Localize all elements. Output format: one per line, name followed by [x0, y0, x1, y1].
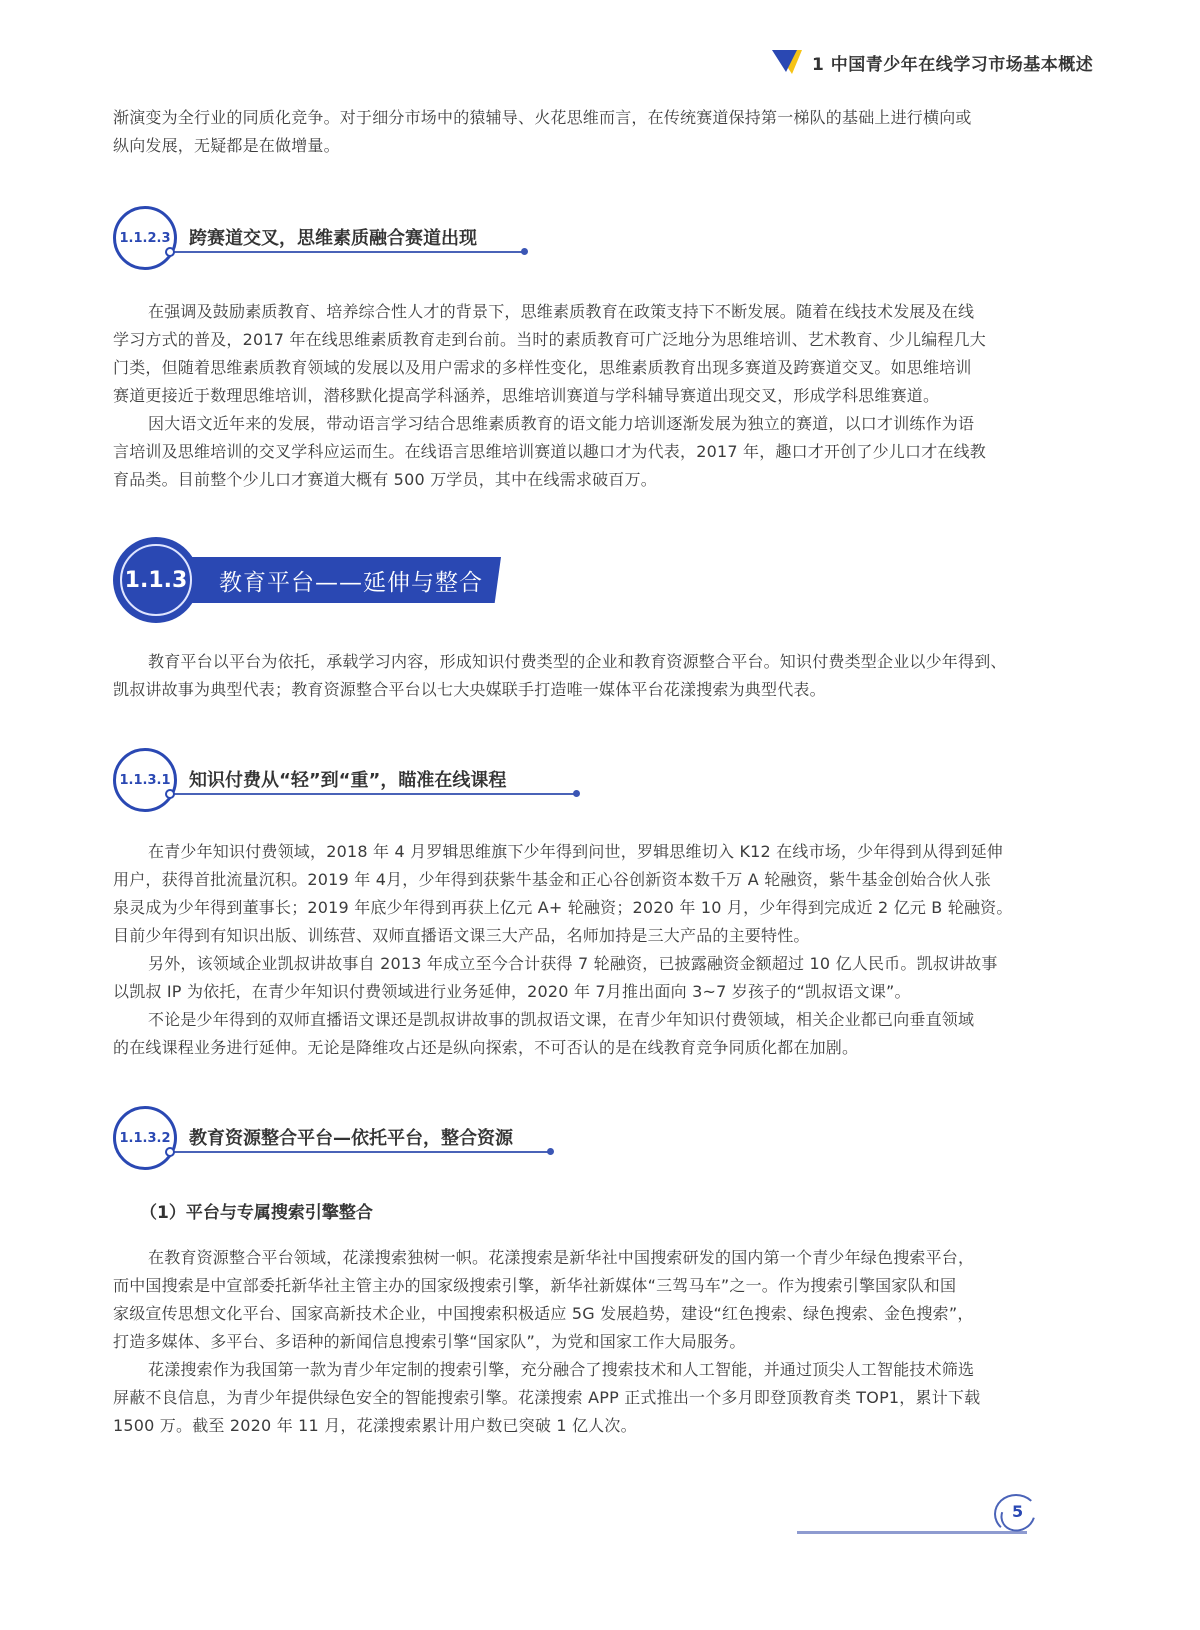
item-heading: （1）平台与专属搜索引擎整合	[140, 1203, 373, 1223]
text-line: 育品类。目前整个少儿口才赛道大概有 500 万学员，其中在线需求破百万。	[113, 470, 657, 489]
text-line: 打造多媒体、多平台、多语种的新闻信息搜索引擎“国家队”，为党和国家工作大局服务。	[113, 1332, 746, 1351]
intro-paragraph	[113, 104, 1088, 160]
text-line: 学习方式的普及，2017 年在线思维素质教育走到台前。当时的素质教育可广泛地分为思维培训、艺术教育、少儿编程几大	[113, 330, 987, 349]
text-line: 言培训及思维培训的交叉学科应运而生。在线语言思维培训赛道以趣口才为代表，2017 年，趣口才开创了少儿口才在线教	[113, 442, 987, 461]
page-number: 5	[1012, 1502, 1024, 1521]
text-line: 泉灵成为少年得到董事长；2019 年底少年得到再获上亿元 A+ 轮融资；2020 年 10 月，少年得到完成近 2 亿元 B 轮融资。	[113, 898, 1013, 917]
badge-node-icon	[165, 789, 175, 799]
text-line: 凯叔讲故事为典型代表；教育资源整合平台以七大央媒联手打造唯一媒体平台花漾搜索为典型代表。	[113, 680, 826, 699]
text-line: 屏蔽不良信息，为青少年提供绿色安全的智能搜索引擎。花漾搜索 APP 正式推出一个多月即登顶教育类 TOP1，累计下载	[113, 1388, 981, 1407]
section-number: 1.1.3	[120, 544, 192, 616]
section-heading-113	[113, 537, 533, 627]
chapter-logo-icon	[770, 48, 804, 76]
text-line: 家级宣传思想文化平台、国家高新技术企业，中国搜索积极适应 5G 发展趋势，建设“红色搜索、绿色搜索、金色搜索”，	[113, 1304, 974, 1323]
text-line: 教育平台以平台为依托，承载学习内容，形成知识付费类型的企业和教育资源整合平台。知识付费类型企业以少年得到、	[148, 652, 1007, 671]
rule-end-dot-icon	[547, 1148, 554, 1155]
text-line: 纵向发展，无疑都是在做增量。	[113, 136, 340, 155]
text-line: 目前少年得到有知识出版、训练营、双师直播语文课三大产品，名师加持是三大产品的主要特性。	[113, 926, 810, 945]
running-header	[770, 48, 1093, 76]
chapter-title: 1 中国青少年在线学习市场基本概述	[812, 54, 1094, 75]
text-line: 在强调及鼓励素质教育、培养综合性人才的背景下，思维素质教育在政策支持下不断发展。随着在线技术发展及在线	[148, 302, 975, 321]
text-line: 门类，但随着思维素质教育领域的发展以及用户需求的多样性变化，思维素质教育出现多赛道及跨赛道交叉。如思维培训	[113, 358, 972, 377]
body-paragraph	[113, 648, 1088, 704]
badge-node-icon	[165, 1147, 175, 1157]
body-paragraph	[113, 1244, 1088, 1440]
text-line: 1500 万。截至 2020 年 11 月，花漾搜索累计用户数已突破 1 亿人次。	[113, 1416, 637, 1435]
subsection-title: 教育资源整合平台—依托平台，整合资源	[189, 1128, 513, 1149]
subsection-heading-1132	[113, 1106, 573, 1176]
text-line: 而中国搜索是中宣部委托新华社主管主办的国家级搜索引擎，新华社新媒体“三驾马车”之一。作为搜索引擎国家队和国	[113, 1276, 957, 1295]
badge-node-icon	[165, 247, 175, 257]
section-number-badge: 1.1.3.2	[113, 1106, 177, 1170]
footer-rule	[797, 1531, 1027, 1534]
subsection-heading-1123	[113, 206, 533, 276]
text-line: 因大语文近年来的发展，带动语言学习结合思维素质教育的语文能力培训逐渐发展为独立的赛道，以口才训练作为语	[148, 414, 975, 433]
page-footer	[797, 1492, 1057, 1542]
text-line: 用户，获得首批流量沉积。2019 年 4月，少年得到获紫牛基金和正心谷创新资本数千万 A 轮融资，紫牛基金创始合伙人张	[113, 870, 991, 889]
subsection-heading-1131	[113, 748, 593, 818]
text-line: 另外，该领域企业凯叔讲故事自 2013 年成立至今合计获得 7 轮融资，已披露融资金额超过 10 亿人民币。凯叔讲故事	[148, 954, 998, 973]
heading-rule	[173, 793, 577, 795]
rule-end-dot-icon	[521, 248, 528, 255]
body-paragraph	[113, 298, 1088, 494]
section-number-badge: 1.1.2.3	[113, 206, 177, 270]
section-number-badge: 1.1.3.1	[113, 748, 177, 812]
text-line: 不论是少年得到的双师直播语文课还是凯叔讲故事的凯叔语文课，在青少年知识付费领域，相关企业都已向垂直领域	[148, 1010, 975, 1029]
rule-end-dot-icon	[573, 790, 580, 797]
text-line: 在青少年知识付费领域，2018 年 4 月罗辑思维旗下少年得到问世，罗辑思维切入 K12 在线市场，少年得到从得到延伸	[148, 842, 1003, 861]
heading-rule	[173, 1151, 551, 1153]
subsection-title: 知识付费从“轻”到“重”，瞄准在线课程	[189, 770, 507, 791]
text-line: 的在线课程业务进行延伸。无论是降维攻占还是纵向探索，不可否认的是在线教育竞争同质化都在加剧。	[113, 1038, 859, 1057]
text-line: 花漾搜索作为我国第一款为青少年定制的搜索引擎，充分融合了搜索技术和人工智能，并通过顶尖人工智能技术筛选	[148, 1360, 975, 1379]
subsection-title: 跨赛道交叉，思维素质融合赛道出现	[189, 228, 477, 249]
text-line: 以凯叔 IP 为依托，在青少年知识付费领域进行业务延伸，2020 年 7月推出面向 3~7 岁孩子的“凯叔语文课”。	[113, 982, 911, 1001]
text-line: 赛道更接近于数理思维培训，潜移默化提高学科涵养，思维培训赛道与学科辅导赛道出现交叉，形成学科思维赛道。	[113, 386, 940, 405]
text-line: 在教育资源整合平台领域，花漾搜索独树一帜。花漾搜索是新华社中国搜索研发的国内第一个青少年绿色搜索平台，	[148, 1248, 975, 1267]
section-number-circle	[113, 537, 199, 623]
text-line: 渐演变为全行业的同质化竞争。对于细分市场中的猿辅导、火花思维而言，在传统赛道保持第一梯队的基础上进行横向或	[113, 108, 972, 127]
section-title: 教育平台——延伸与整合	[219, 570, 483, 596]
body-paragraph	[113, 838, 1088, 1062]
heading-rule	[173, 251, 525, 253]
